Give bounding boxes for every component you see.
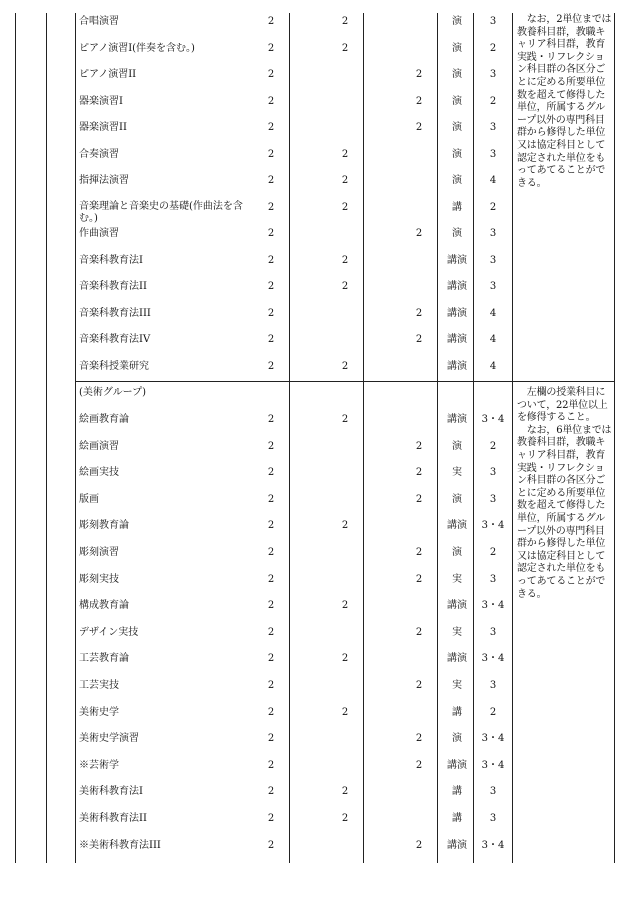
table-row <box>0 280 630 306</box>
year-level: 3・4 <box>481 520 505 532</box>
year-level: 2 <box>489 201 497 213</box>
class-type: 演 <box>452 733 462 745</box>
course-name: 構成教育論 <box>79 600 129 612</box>
credits-required-value: 2 <box>341 201 349 213</box>
course-name: 音楽科教育法IV <box>79 334 151 345</box>
year-level: 2 <box>489 706 497 718</box>
table-row <box>0 759 630 785</box>
course-name: ピアノ演習II <box>79 69 137 80</box>
credits-value: 2 <box>267 148 275 160</box>
credits-required-value: 2 <box>341 813 349 824</box>
credits-elective-value: 2 <box>415 759 423 771</box>
class-type: 演 <box>452 95 462 107</box>
table-row <box>0 812 630 838</box>
course-name: 絵画実技 <box>79 467 119 479</box>
credits-value: 2 <box>267 201 275 213</box>
credits-required-value: 2 <box>341 520 349 532</box>
credits-elective-value: 2 <box>415 122 423 133</box>
year-level: 3 <box>489 69 497 80</box>
class-type: 講 <box>452 786 462 798</box>
credits-value: 2 <box>267 414 275 425</box>
credits-value: 2 <box>267 733 275 745</box>
course-name: 彫刻教育論 <box>79 520 129 532</box>
course-name: 音楽理論と音楽史の基礎(作曲法を含む。) <box>79 200 243 224</box>
class-type: 講演 <box>447 307 467 319</box>
year-level: 3 <box>489 626 497 638</box>
course-name: 合唱演習 <box>79 16 119 27</box>
course-name: 音楽科授業研究 <box>79 360 149 372</box>
year-level: 4 <box>489 360 497 372</box>
year-level: 3 <box>489 254 497 266</box>
credits-value: 2 <box>267 254 275 266</box>
course-name: 美術史学演習 <box>79 733 139 745</box>
credits-required-value: 2 <box>341 600 349 612</box>
class-type: 演 <box>452 122 462 133</box>
course-name: 絵画教育論 <box>79 414 129 425</box>
credits-elective-value: 2 <box>415 626 423 638</box>
credits-elective-value: 2 <box>415 228 423 239</box>
credits-elective-value: 2 <box>415 493 423 505</box>
credits-elective-value: 2 <box>415 733 423 745</box>
table-row <box>0 706 630 732</box>
course-name: 工芸実技 <box>79 680 119 691</box>
class-type: 演 <box>452 493 462 505</box>
class-type: 実 <box>452 626 462 638</box>
credits-elective-value: 2 <box>415 467 423 479</box>
year-level: 3 <box>489 493 497 505</box>
table-row <box>0 599 630 625</box>
class-type: 演 <box>452 148 462 160</box>
year-level: 3 <box>489 467 497 479</box>
credits-elective-value: 2 <box>415 547 423 558</box>
year-level: 3 <box>489 786 497 798</box>
credits-value: 2 <box>267 786 275 798</box>
course-name: 工芸教育論 <box>79 653 129 665</box>
class-type: 講演 <box>447 254 467 266</box>
credits-elective-value: 2 <box>415 573 423 585</box>
table-row <box>0 626 630 652</box>
class-type: 講演 <box>447 334 467 345</box>
course-name: ピアノ演習I(伴奏を含む。) <box>79 42 195 54</box>
class-type: 演 <box>452 69 462 80</box>
class-type: 演 <box>452 16 462 27</box>
table-row <box>0 360 630 386</box>
credits-required-value: 2 <box>341 360 349 372</box>
year-level: 2 <box>489 95 497 107</box>
course-name: 合奏演習 <box>79 148 119 160</box>
course-name: 指揮法演習 <box>79 175 129 186</box>
credits-value: 2 <box>267 547 275 558</box>
class-type: 講演 <box>447 520 467 532</box>
credits-value: 2 <box>267 42 275 54</box>
table-row <box>0 679 630 705</box>
credits-required-value: 2 <box>341 148 349 160</box>
class-type: 講演 <box>447 360 467 372</box>
table-row <box>0 333 630 359</box>
table-row <box>0 652 630 678</box>
course-name: 美術科教育法II <box>79 813 147 824</box>
year-level: 3 <box>489 228 497 239</box>
credits-value: 2 <box>267 281 275 292</box>
class-type: 講演 <box>447 653 467 665</box>
credits-value: 2 <box>267 706 275 718</box>
class-type: 演 <box>452 440 462 452</box>
course-name: デザイン実技 <box>79 626 139 638</box>
art-group-label: (美術グループ) <box>79 387 147 398</box>
credits-required-value: 2 <box>341 175 349 186</box>
year-level: 2 <box>489 440 497 452</box>
table-row <box>0 201 630 227</box>
year-level: 3・4 <box>481 600 505 612</box>
year-level: 2 <box>489 42 497 54</box>
credits-required-value: 2 <box>341 16 349 27</box>
class-type: 演 <box>452 42 462 54</box>
year-level: 3・4 <box>481 759 505 771</box>
credits-value: 2 <box>267 69 275 80</box>
credits-value: 2 <box>267 493 275 505</box>
year-level: 3・4 <box>481 733 505 745</box>
table-row <box>0 785 630 811</box>
year-level: 4 <box>489 307 497 319</box>
course-name: 彫刻実技 <box>79 573 119 585</box>
credits-value: 2 <box>267 228 275 239</box>
course-name: 音楽科教育法II <box>79 281 147 292</box>
credits-value: 2 <box>267 600 275 612</box>
course-name: 音楽科教育法I <box>79 254 143 266</box>
credits-value: 2 <box>267 680 275 691</box>
music-group-note: なお，2単位までは教養科目群，教職キャリア科目群，教育実践・リフレクション科目群の各区分ごとに定める所要単位数を超えて修得した単位，所属するグループ以外の専門科目群から修得した単位又は協定科目として認定された単位をもってあてることができる。 <box>517 14 612 189</box>
year-level: 4 <box>489 175 497 186</box>
course-name: 美術史学 <box>79 706 119 718</box>
class-type: 講演 <box>447 281 467 292</box>
course-name: 器楽演習I <box>79 95 123 107</box>
credits-value: 2 <box>267 307 275 319</box>
class-type: 講 <box>452 201 462 213</box>
credits-value: 2 <box>267 122 275 133</box>
year-level: 3 <box>489 16 497 27</box>
credits-required-value: 2 <box>341 254 349 266</box>
course-name: 版画 <box>79 493 99 505</box>
credits-value: 2 <box>267 839 275 851</box>
class-type: 実 <box>452 467 462 479</box>
credits-elective-value: 2 <box>415 839 423 851</box>
year-level: 3 <box>489 148 497 160</box>
year-level: 4 <box>489 334 497 345</box>
art-group-note: 左欄の授業科目について，22単位以上を修得すること。 なお，6単位までは教養科目群，教職キャリア科目群，教育実践・リフレクション科目群の各区分ごとに定める所要単位数を超えて修得した単位，所属するグループ以外の専門科目群から修得した単位又は協定科目として認定された単位をもってあてることができる。 <box>517 387 612 600</box>
year-level: 3・4 <box>481 653 505 665</box>
class-type: 演 <box>452 547 462 558</box>
class-type: 講演 <box>447 600 467 612</box>
year-level: 3 <box>489 680 497 691</box>
class-type: 講演 <box>447 759 467 771</box>
credits-elective-value: 2 <box>415 334 423 345</box>
credits-value: 2 <box>267 467 275 479</box>
table-row <box>0 732 630 758</box>
course-name: 彫刻演習 <box>79 547 119 558</box>
credits-value: 2 <box>267 626 275 638</box>
course-name: ※美術科教育法III <box>79 839 161 851</box>
credits-value: 2 <box>267 175 275 186</box>
course-name: 器楽演習II <box>79 122 127 133</box>
credits-value: 2 <box>267 16 275 27</box>
year-level: 2 <box>489 547 497 558</box>
class-type: 演 <box>452 228 462 239</box>
credits-required-value: 2 <box>341 706 349 718</box>
table-row <box>0 227 630 253</box>
class-type: 講 <box>452 813 462 824</box>
credits-value: 2 <box>267 573 275 585</box>
credits-elective-value: 2 <box>415 680 423 691</box>
table-row <box>0 307 630 333</box>
credits-required-value: 2 <box>341 414 349 425</box>
credits-value: 2 <box>267 759 275 771</box>
class-type: 講演 <box>447 839 467 851</box>
credits-value: 2 <box>267 653 275 665</box>
credits-value: 2 <box>267 520 275 532</box>
class-type: 実 <box>452 573 462 585</box>
credits-required-value: 2 <box>341 786 349 798</box>
credits-elective-value: 2 <box>415 440 423 452</box>
credits-value: 2 <box>267 440 275 452</box>
table-row <box>0 254 630 280</box>
table-row <box>0 839 630 865</box>
course-name: 作曲演習 <box>79 228 119 239</box>
credits-required-value: 2 <box>341 42 349 54</box>
credits-elective-value: 2 <box>415 95 423 107</box>
course-name: 絵画演習 <box>79 440 119 452</box>
credits-required-value: 2 <box>341 281 349 292</box>
credits-value: 2 <box>267 334 275 345</box>
year-level: 3 <box>489 813 497 824</box>
year-level: 3・4 <box>481 414 505 425</box>
year-level: 3 <box>489 281 497 292</box>
course-name: ※芸術学 <box>79 759 119 771</box>
credits-value: 2 <box>267 360 275 372</box>
year-level: 3 <box>489 122 497 133</box>
year-level: 3 <box>489 573 497 585</box>
year-level: 3・4 <box>481 839 505 851</box>
class-type: 講演 <box>447 414 467 425</box>
class-type: 講 <box>452 706 462 718</box>
credits-elective-value: 2 <box>415 307 423 319</box>
credits-value: 2 <box>267 813 275 824</box>
class-type: 実 <box>452 680 462 691</box>
credits-value: 2 <box>267 95 275 107</box>
credits-required-value: 2 <box>341 653 349 665</box>
course-name: 音楽科教育法III <box>79 307 151 319</box>
class-type: 演 <box>452 175 462 186</box>
credits-elective-value: 2 <box>415 69 423 80</box>
course-name: 美術科教育法I <box>79 786 143 798</box>
